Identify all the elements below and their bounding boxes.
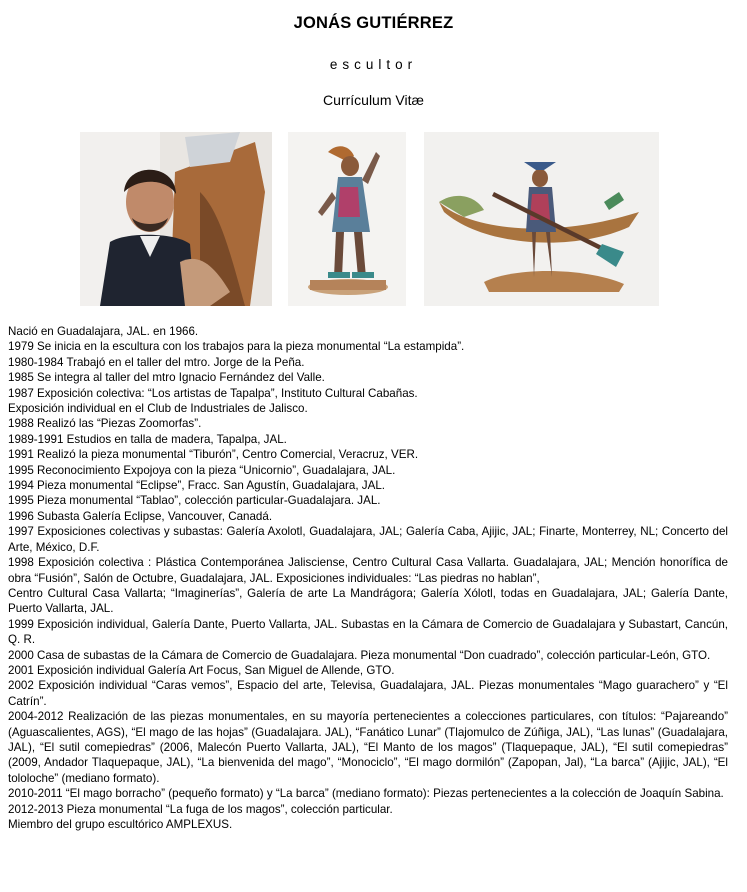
bio-line: 1995 Reconocimiento Expojoya con la pieza “Unicornio”, Guadalajara, JAL.: [8, 463, 396, 477]
portrait-with-sculpture-photo: [80, 132, 272, 306]
bio-line: 2010-2011 “El mago borracho” (pequeño formato) y “La barca” (mediano formato): Piezas pertenecientes a la colección de Joaquín Sabina.: [8, 787, 724, 801]
artist-name: JONÁS GUTIÉRREZ: [293, 14, 454, 32]
biography-text: [8, 324, 728, 832]
bio-line: 1991 Realizó la pieza monumental “Tiburón”, Centro Comercial, Veracruz, VER.: [8, 448, 419, 462]
bio-line: 2000 Casa de subastas de la Cámara de Comercio de Guadalajara. Pieza monumental “Don cuadrado”, colección particular-León, GTO.: [8, 648, 711, 662]
bio-line: 1999 Exposición individual, Galería Dante, Puerto Vallarta, JAL. Subastas en la Cámara de Comercio de Guadalajara y Subastart, Cancún, Q. R.: [8, 617, 728, 647]
boat-sculpture-photo: [424, 132, 659, 306]
bio-line: 1996 Subasta Galería Eclipse, Vancouver, Canadá.: [8, 509, 273, 523]
bio-line: 1995 Pieza monumental “Tablao”, colección particular-Guadalajara. JAL.: [8, 494, 381, 508]
bio-line: Miembro del grupo escultórico AMPLEXUS.: [8, 818, 233, 831]
document-subtitle: Currículum Vitæ: [323, 92, 424, 108]
bio-line: 1989-1991 Estudios en talla de madera, Tapalpa, JAL.: [8, 432, 287, 446]
bio-line: 1987 Exposición colectiva: “Los artistas de Tapalpa”, Instituto Cultural Cabañas.: [8, 386, 418, 400]
bio-line: 2004-2012 Realización de las piezas monumentales, en su mayoría pertenecientes a colecciones particulares, con títulos: “Pajareando” (Aguascalientes, AGS), “El mago de las hojas” (Guadalajara. JAL), “Fanático Lunar” (Tlajomulco de Zúñiga, JAL), “Las lunas” (Guadalajara, JAL), “El sutil comepiedras” (2006, Malecón Puerto Vallarta, JAL), “El Manto de los magos” (Tlaquepaque, JAL), “El sutil comepiedras” (2009, Andador Tlaquepaque, JAL), “La bienvenida del mago”, “Monociclo”, “El mago dormilón” (Zapopan, Jal), “La barca” (Ajijic, JAL), “El tololoche” (mediano formato).: [8, 710, 728, 785]
bio-line: 1979 Se inicia en la escultura con los trabajos para la pieza monumental “La estampida”.: [8, 340, 465, 354]
bio-line: 2001 Exposición individual Galería Art Focus, San Miguel de Allende, GTO.: [8, 663, 395, 677]
bio-line: Exposición individual en el Club de Industriales de Jalisco.: [8, 402, 308, 416]
bio-line: 2012-2013 Pieza monumental “La fuga de los magos”, colección particular.: [8, 802, 393, 816]
bio-line: 1994 Pieza monumental “Eclipse”, Fracc. San Agustín, Guadalajara, JAL.: [8, 479, 385, 493]
bio-line: 1985 Se integra al taller del mtro Ignacio Fernández del Valle.: [8, 371, 325, 385]
bio-line: 1998 Exposición colectiva : Plástica Contemporánea Jalisciense, Centro Cultural Casa Vallarta. Guadalajara, JAL; Mención honorífica de obra “Fusión”, Salón de Octubre, Guadalajara, JAL. Exposiciones individuales: “Las piedras no hablan”,: [8, 556, 728, 585]
bio-line: 2002 Exposición individual “Caras vemos”, Espacio del arte, Televisa, Guadalajara, JAL. Piezas monumentales “Mago guarachero” y “El Catrín”.: [8, 679, 728, 708]
bio-line: 1980-1984 Trabajó en el taller del mtro. Jorge de la Peña.: [8, 355, 305, 369]
bio-line: 1988 Realizó las “Piezas Zoomorfas”.: [8, 417, 202, 431]
bio-line: Centro Cultural Casa Vallarta; “Imaginerías”, Galería de arte La Mandrágora; Galería Xólotl, todas en Guadalajara, JAL; Galería Dante, Puerto Vallarta, JAL.: [8, 586, 728, 616]
bio-line: 1997 Exposiciones colectivas y subastas: Galería Axolotl, Guadalajara, JAL; Galería Caba, Ajijic, JAL; Finarte, Monterrey, NL; Concerto del Arte, México, D.F.: [8, 525, 728, 554]
profession-label: escultor: [329, 57, 418, 72]
standing-figure-sculpture-photo: [288, 132, 406, 306]
bio-line: Nació en Guadalajara, JAL. en 1966.: [8, 325, 199, 338]
